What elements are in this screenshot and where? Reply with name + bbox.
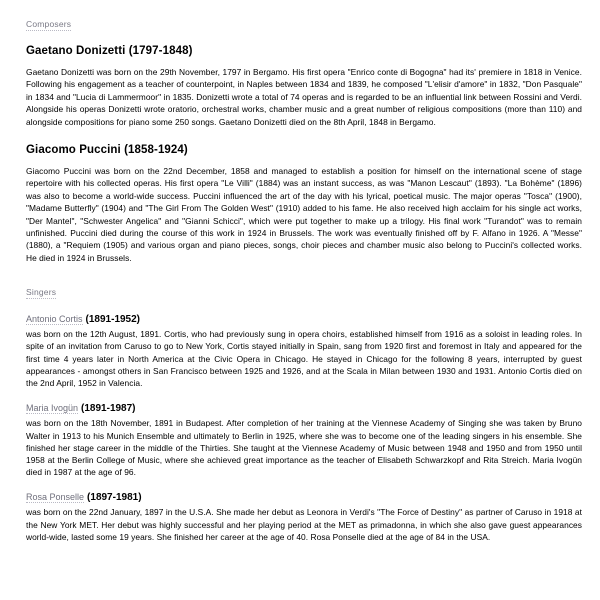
singer-bio-cortis: was born on the 12th August, 1891. Cortis, who had previously sung in opera choirs, established himself from 1916 as a soloist in leading roles. In spite of an invitation from Caruso to go to New York, Cortis stayed initially in Spain, sang from 1920 first and foremost in Italy and appeared for the first time 4 years later in North America at the Civic Opera in Chicago. He stayed in Chicago for the following 8 years, interrupted by guest appearances - amongst others in San Francisco between 1925 and 1926, and at the Scala in Milan between 1930 and 1931. Antonio Cortis died on the 2nd April, 1952 in Valencia. bbox=[26, 329, 582, 389]
singer-name-line bbox=[26, 491, 582, 504]
singer-dates-cortis: (1891-1952) bbox=[85, 314, 141, 326]
singer-name-line bbox=[26, 313, 582, 326]
section-heading-composers: Composers bbox=[26, 19, 72, 29]
section-heading-singers: Singers bbox=[26, 287, 57, 298]
composer-bio-puccini: Giacomo Puccini was born on the 22nd December, 1858 and managed to establish a position for himself on the international scene of stage repertoire with his collected operas. His first opera "Le Villi" (1884) was an instant success, as was "Manon Lescaut" (1893). "La Bohème" (1896) was also to become a world-wide success. Puccini influenced the art of the day with his lyrical, poetical music. The major operas "Tosca" (1900), "Madame Butterfly" (1904) and "The Girl From The Golden West" (1910) added to his fame. He also received high acclaim for his single act works, "Der Mantel", "Schwester Angelica" and "Gianni Schicci", which were put together to make up a trilogy. His final work "Turandot" was to remain unfinished. Puccini died during the course of this work in 1924 in Brussels. The work was eventually finished off by F. Alfano in 1926. A "Messe" (1880), a "Requiem (1905) and various organ and piano pieces, songs, choir pieces and chamber music also belong to Puccini's collected works. He died in 1924 in Brussels. bbox=[26, 166, 582, 263]
singer-entry-ivogun bbox=[26, 402, 582, 478]
singer-bio-ivogun: was born on the 18th November, 1891 in Budapest. After completion of her training at the Viennese Academy of Singing she was taken by Bruno Walter in 1913 to his Munich Ensemble and ultimately to Berlin in 1925, where she was to become one of the leading singers in his ensemble. She finished her stage career in the middle of the Thirties. She taught at the Viennese Academy of Music between 1948 and 1950 and from 1950 until 1958 at the Berlin College of Music, where she achieved great importance as the teacher of Elisabeth Schwarzkopf and Rita Streich. Maria Ivogün died in 1987 at the age of 96. bbox=[26, 418, 582, 478]
singer-name-line bbox=[26, 402, 582, 415]
singer-name-cortis: Antonio Cortis bbox=[26, 314, 83, 325]
singer-entry-ponselle bbox=[26, 491, 582, 543]
singer-name-ivogun: Maria Ivogün bbox=[26, 403, 79, 414]
singer-dates-ponselle: (1897-1981) bbox=[87, 492, 142, 504]
singer-dates-ivogun: (1891-1987) bbox=[81, 403, 136, 415]
composer-name-puccini: Giacomo Puccini (1858-1924) bbox=[26, 144, 188, 157]
singer-bio-ponselle: was born on the 22nd January, 1897 in the U.S.A. She made her debut as Leonora in Verdi's "The Force of Destiny" as partner of Caruso in 1918 at the New York MET. Her debut was highly successful and her playing period at the MET as primadonna, in which she also gave guest appearances world-wide, lasted some 19 years. She finished her career at the age of 40. Rosa Ponselle died at the age of 84 in the USA. bbox=[26, 507, 582, 542]
singer-entry-cortis bbox=[26, 313, 582, 389]
composer-name-donizetti: Gaetano Donizetti (1797-1848) bbox=[26, 45, 193, 57]
singer-name-ponselle: Rosa Ponselle bbox=[26, 492, 85, 503]
composer-bio-donizetti: Gaetano Donizetti was born on the 29th November, 1797 in Bergamo. His first opera "Enrico conte di Bogogna" had its' premiere in 1818 in Venice. Following his engagement as a teacher of counterpoint, in Naples between 1834 and 1839, he composed "L'elisir d'amore" in 1832, "Don Pasquale" in 1834 and "Lucia di Lammermoor" in 1835. Donizetti wrote a total of 74 operas and is regarded to be an influential link between Rossini and Verdi. Alongside his operas Donizetti wrote oratorio, orchestral works, chamber music and a great number of religious compositions (more than 110) and alongside compositions for piano some 250 songs. Gaetano Donizetti died on the 8th April, 1848 in Bergamo. bbox=[26, 67, 582, 127]
section-spacer bbox=[26, 264, 582, 282]
